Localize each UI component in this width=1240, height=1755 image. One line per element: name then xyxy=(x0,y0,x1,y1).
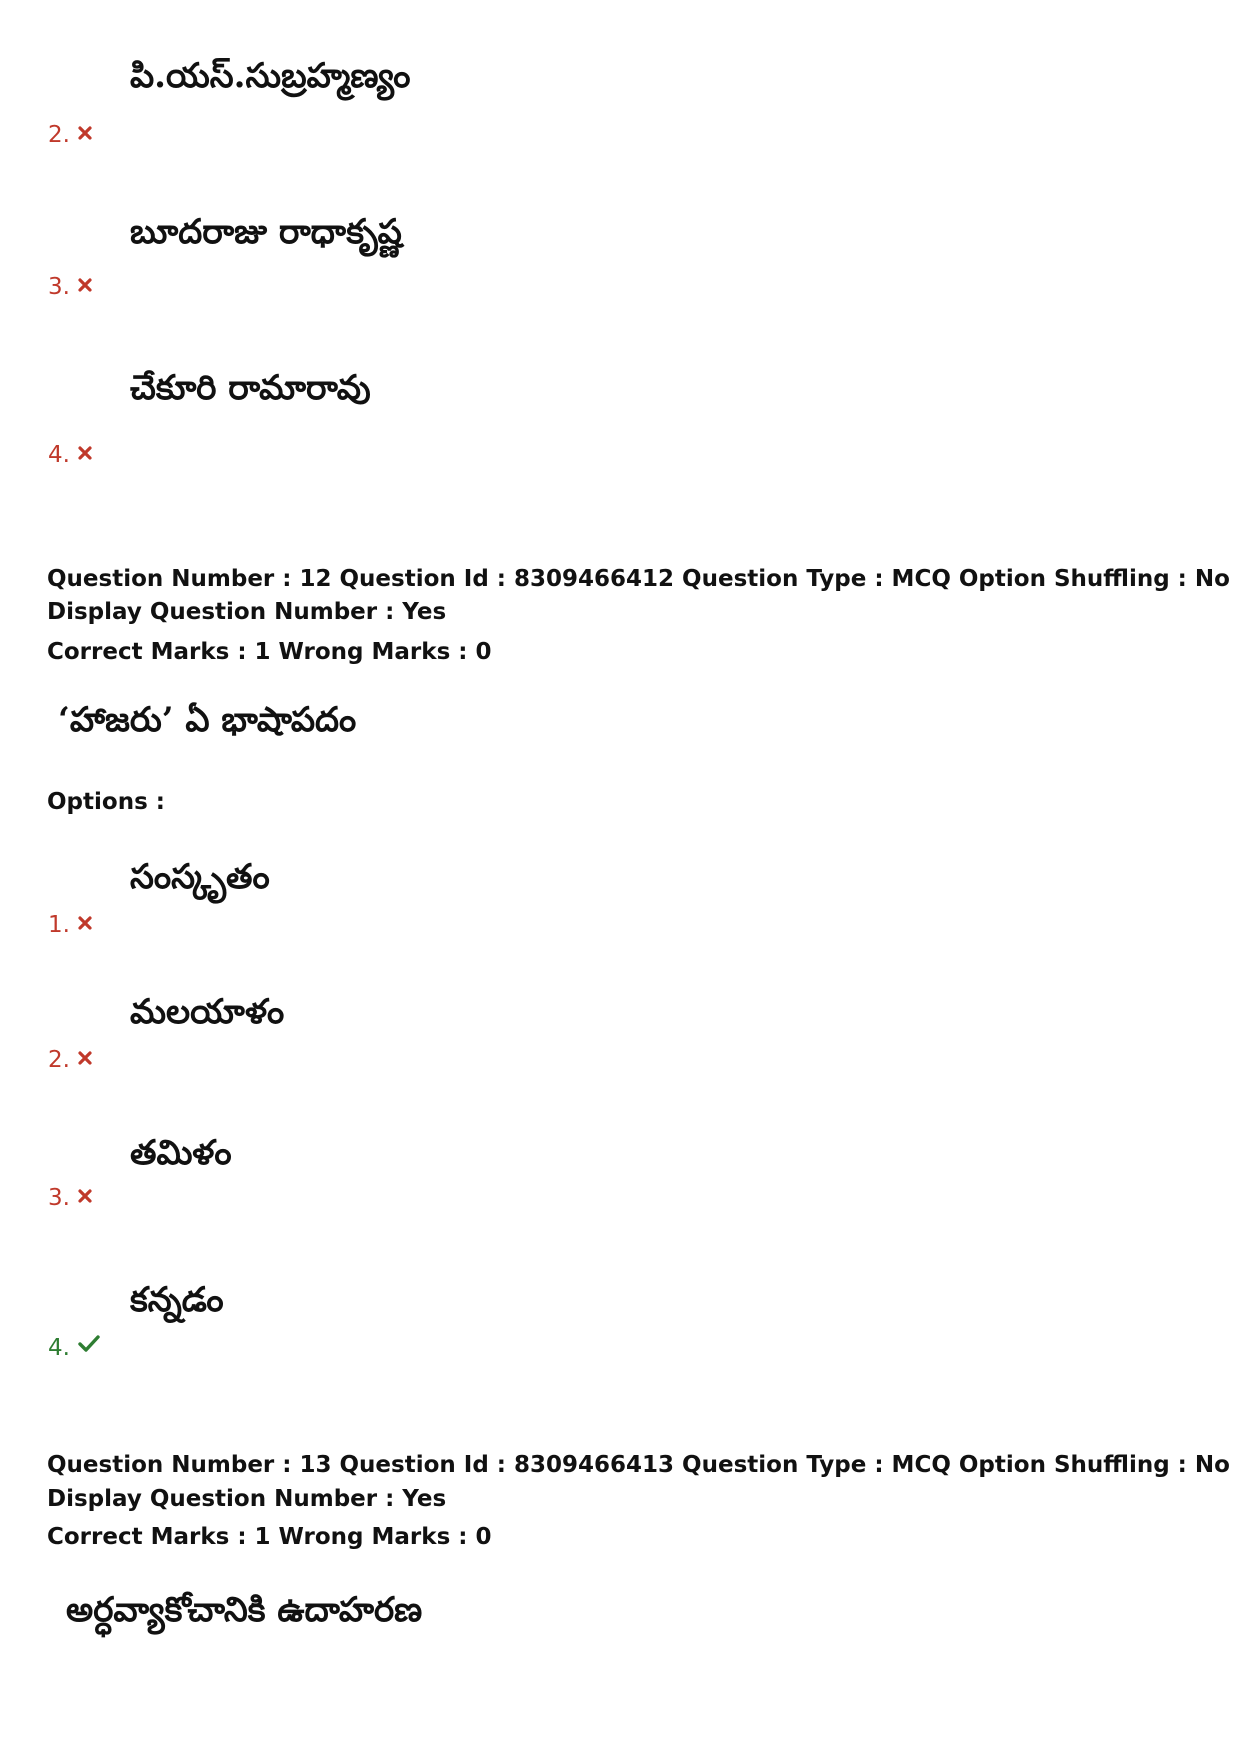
question-header: Question Number : 12 Question Id : 8309466412 Question Type : MCQ Option Shuffling : No xyxy=(47,566,1230,592)
question-display-line: Display Question Number : Yes xyxy=(47,599,447,625)
question-text: ‘హాజరు’ ఏ భాషాపదం xyxy=(58,700,357,740)
question-header: Question Number : 13 Question Id : 8309466413 Question Type : MCQ Option Shuffling : No xyxy=(47,1452,1230,1478)
option-number-label: 2. xyxy=(48,122,70,148)
option-number-label: 3. xyxy=(48,1185,70,1211)
question-marks: Correct Marks : 1 Wrong Marks : 0 xyxy=(47,639,492,665)
cross-icon xyxy=(78,910,92,936)
option-number-label: 3. xyxy=(48,274,70,300)
option-text: తమిళం xyxy=(130,1133,232,1173)
cross-icon xyxy=(78,1183,92,1209)
option-number xyxy=(48,120,92,148)
option-text: చేకూరి రామారావు xyxy=(130,368,371,408)
cross-icon xyxy=(78,1045,92,1071)
option-text: మలయాళం xyxy=(130,992,285,1032)
option-text: సంస్కృతం xyxy=(130,857,270,897)
cross-icon xyxy=(78,272,92,298)
option-number-label: 1. xyxy=(48,912,70,938)
cross-icon xyxy=(78,120,92,146)
cross-icon xyxy=(78,440,92,466)
option-number-label: 4. xyxy=(48,1335,70,1361)
option-text: పి.యస్.సుబ్రహ్మణ్యం xyxy=(130,56,411,96)
options-label: Options : xyxy=(47,789,165,815)
option-number xyxy=(48,272,92,300)
option-text: బూదరాజు రాధాకృష్ణ xyxy=(130,212,402,252)
option-number xyxy=(48,440,92,468)
option-number-label: 4. xyxy=(48,442,70,468)
option-text: కన్నడం xyxy=(130,1280,224,1320)
option-number xyxy=(48,1333,100,1361)
option-number xyxy=(48,1183,92,1211)
check-icon xyxy=(78,1333,100,1359)
option-number xyxy=(48,910,92,938)
option-number-label: 2. xyxy=(48,1047,70,1073)
option-number xyxy=(48,1045,92,1073)
question-marks: Correct Marks : 1 Wrong Marks : 0 xyxy=(47,1524,492,1550)
question-text: అర్ధవ్యాకోచానికి ఉదాహరణ xyxy=(66,1590,423,1630)
question-display-line: Display Question Number : Yes xyxy=(47,1486,447,1512)
